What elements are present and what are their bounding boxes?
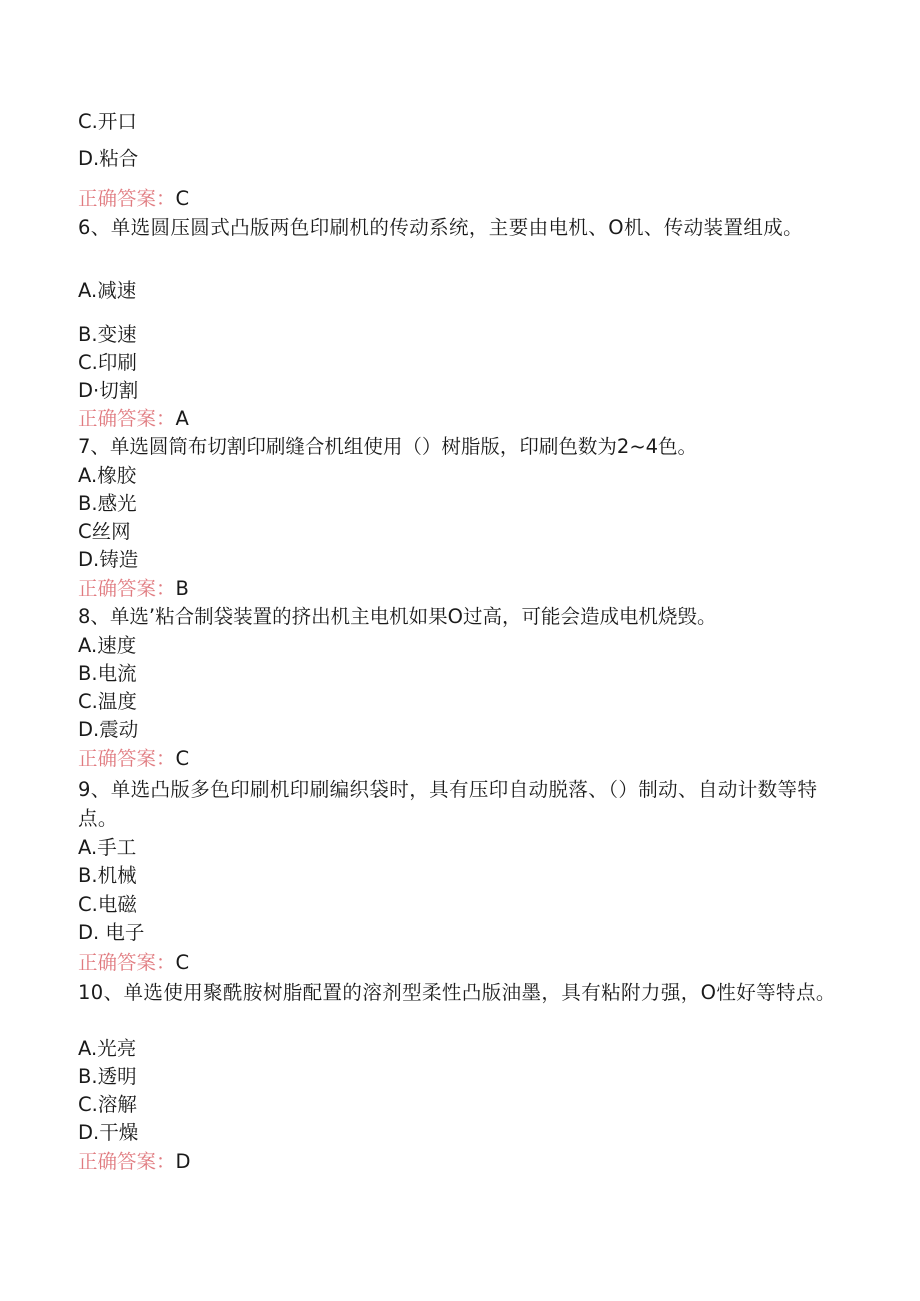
option-b: B.透明: [78, 1065, 137, 1088]
option-c: C.开口: [78, 110, 137, 133]
option-a: A.减速: [78, 279, 137, 302]
answer-label: 正确答案：: [78, 951, 176, 974]
answer-value: C: [175, 747, 190, 770]
correct-answer: [78, 746, 189, 772]
answer-label: 正确答案：: [78, 187, 176, 210]
option-c: C.温度: [78, 690, 137, 713]
correct-answer: [78, 186, 189, 212]
option-b: B.变速: [78, 323, 137, 346]
answer-label: 正确答案：: [78, 747, 176, 770]
option-d: D.干燥: [78, 1121, 139, 1144]
question-text: 8、单选’粘合制袋装置的挤出机主电机如果O过高，可能会造成电机烧毁。: [78, 605, 717, 628]
answer-value: A: [175, 407, 189, 430]
correct-answer: [78, 1149, 191, 1175]
question-text: 10、单选使用聚酰胺树脂配置的溶剂型柔性凸版油墨，具有粘附力强，O性好等特点。: [78, 981, 836, 1004]
question-text: 9、单选凸版多色印刷机印刷编织袋时，具有压印自动脱落、（）制动、自动计数等特点。: [78, 778, 818, 830]
option-c: C丝网: [78, 520, 131, 543]
option-b: B.机械: [78, 864, 137, 887]
option-a: A.手工: [78, 836, 137, 859]
option-d: D.震动: [78, 718, 139, 741]
answer-value: C: [175, 951, 190, 974]
option-d: D.铸造: [78, 548, 139, 571]
option-b: B.电流: [78, 662, 137, 685]
option-c: C.电磁: [78, 893, 137, 916]
answer-value: C: [175, 187, 190, 210]
option-a: A.光亮: [78, 1037, 137, 1060]
answer-label: 正确答案：: [78, 577, 176, 600]
option-b: B.感光: [78, 492, 137, 515]
option-d: D. 电子: [78, 921, 145, 944]
question-text: 6、单选圆压圆式凸版两色印刷机的传动系统，主要由电机、O机、传动装置组成。: [78, 216, 804, 239]
option-c: C.溶解: [78, 1093, 137, 1116]
option-a: A.橡胶: [78, 464, 137, 487]
answer-value: B: [175, 577, 189, 600]
option-c: C.印刷: [78, 351, 137, 374]
answer-label: 正确答案：: [78, 1150, 176, 1173]
option-a: A.速度: [78, 634, 137, 657]
answer-value: D: [175, 1150, 191, 1173]
correct-answer: [78, 576, 189, 602]
answer-label: 正确答案：: [78, 407, 176, 430]
option-d: D.粘合: [78, 147, 139, 170]
correct-answer: [78, 406, 189, 432]
correct-answer: [78, 950, 189, 976]
question-text: 7、单选圆筒布切割印刷缝合机组使用（）树脂版，印刷色数为2~4色。: [78, 435, 698, 458]
option-d: D·切割: [78, 379, 139, 402]
